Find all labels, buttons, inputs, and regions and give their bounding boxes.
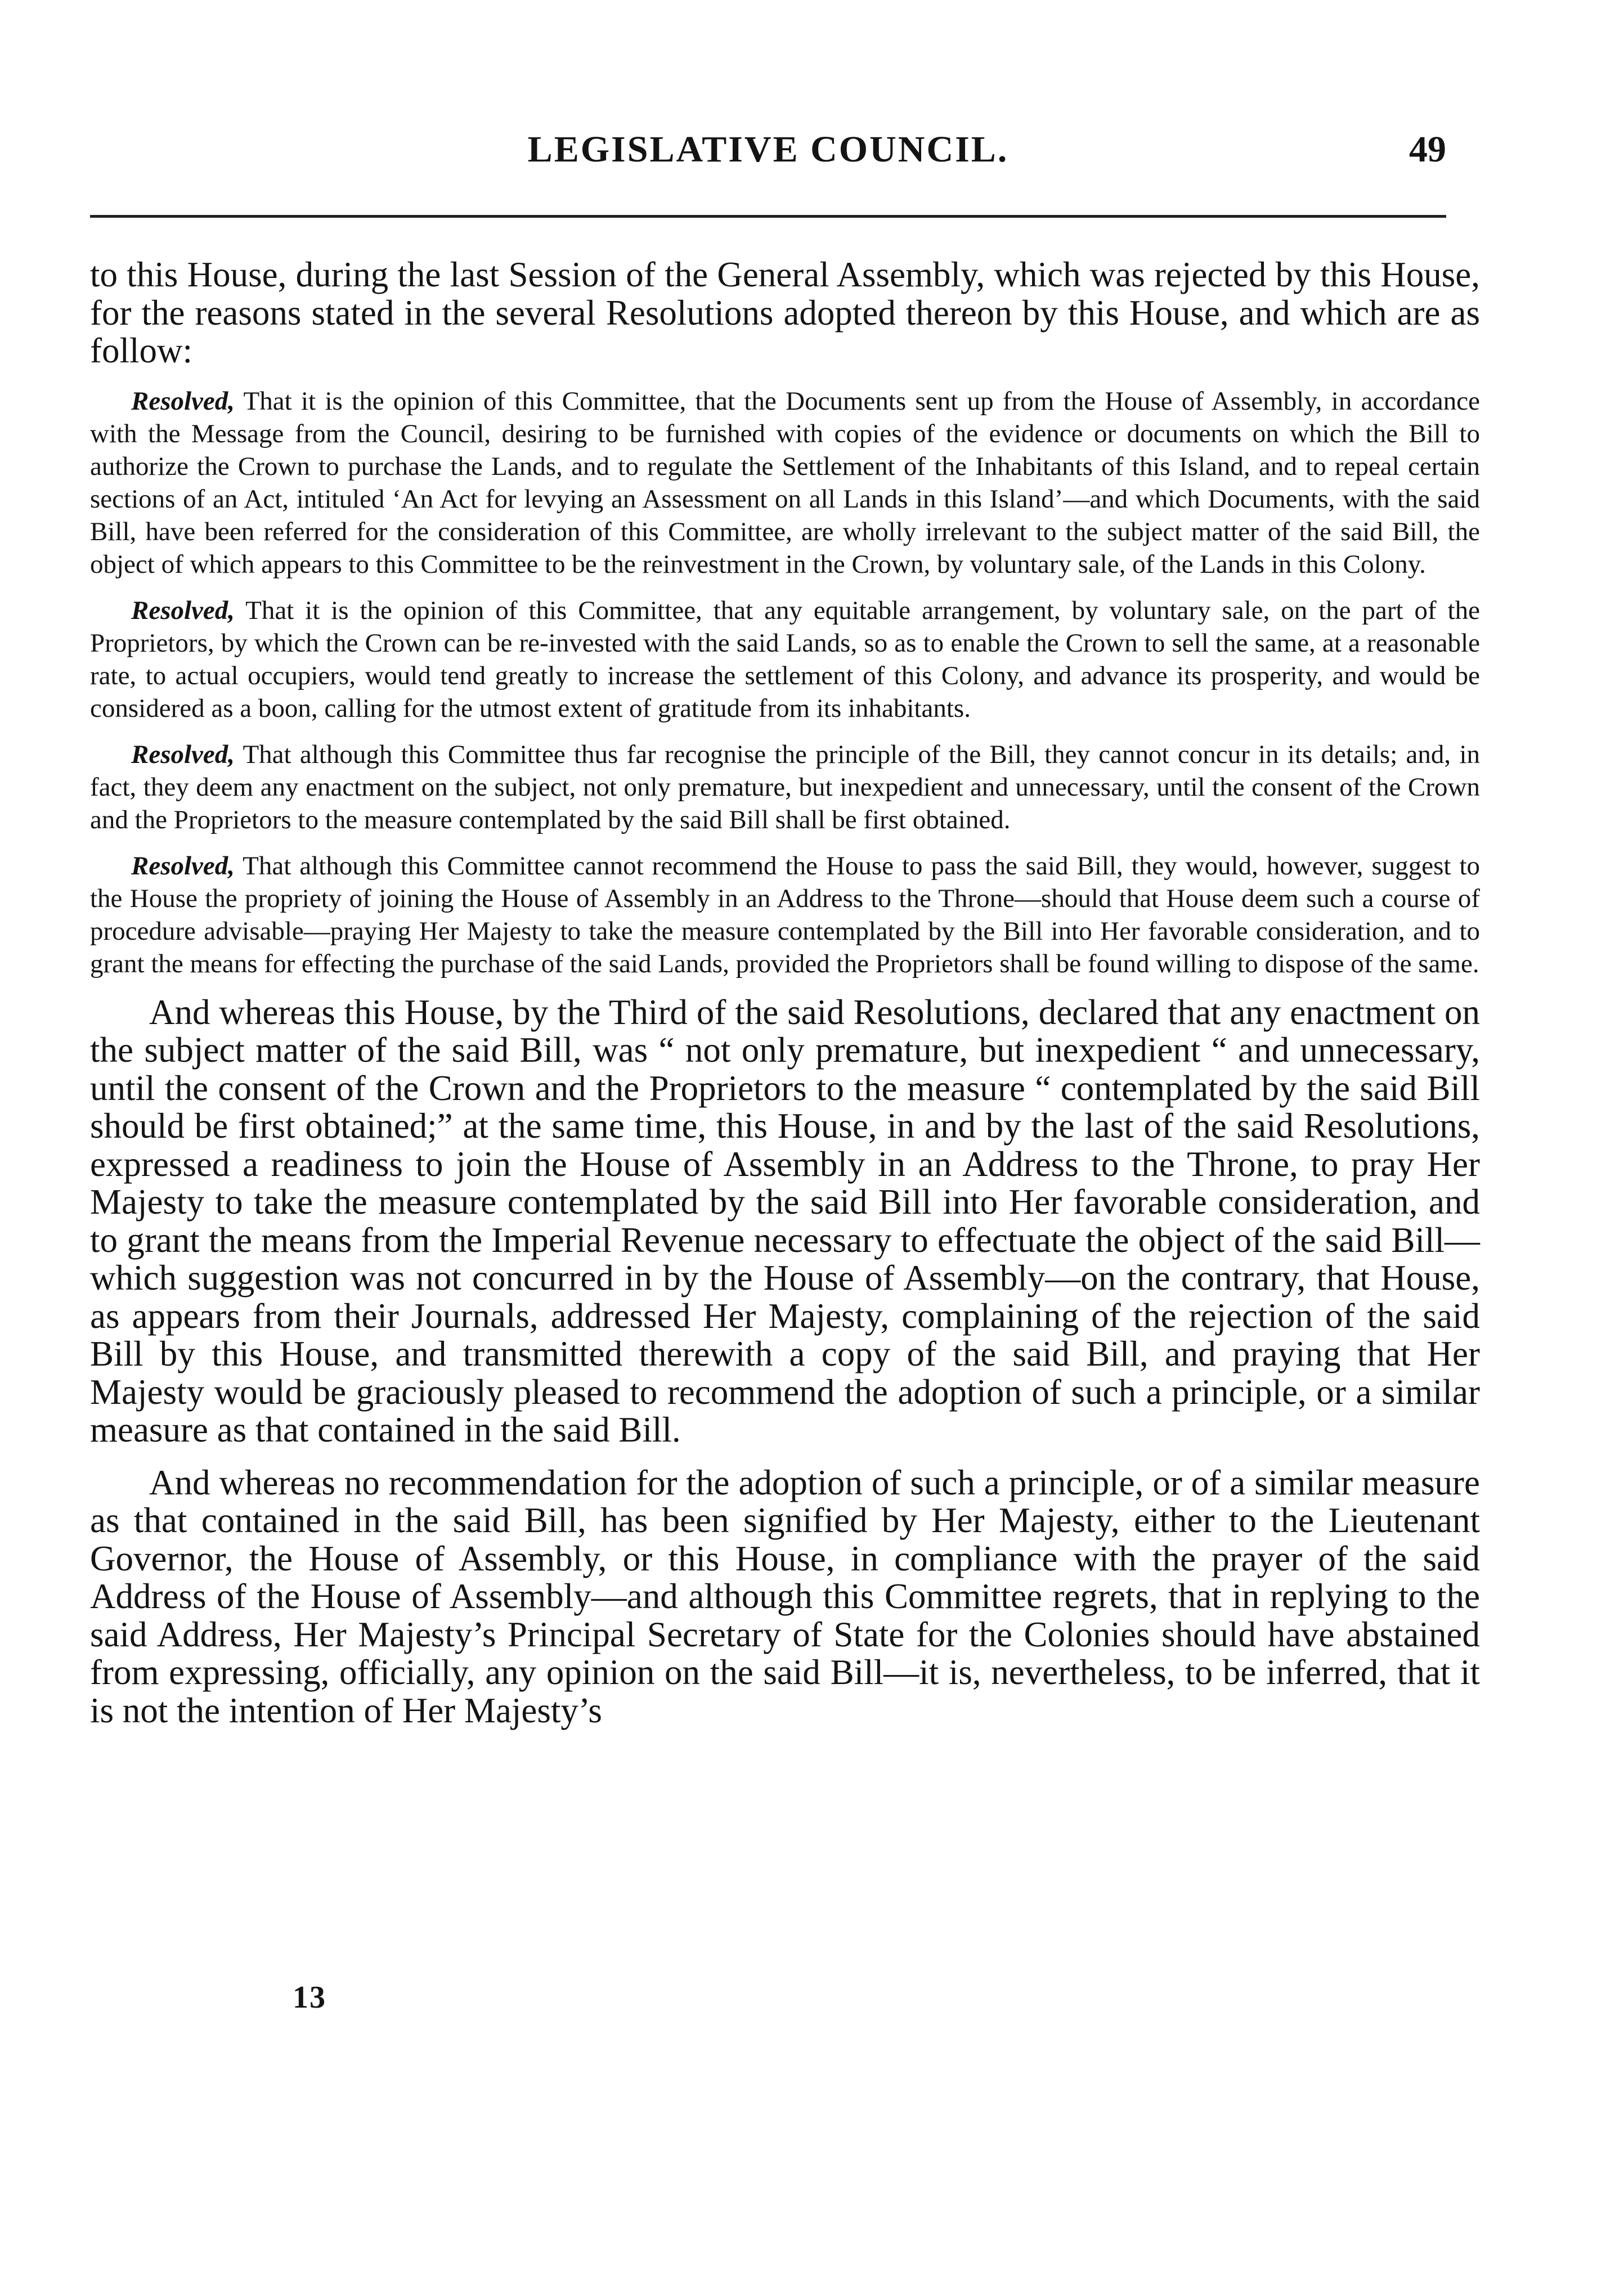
resolution-label: Resolved, (131, 386, 235, 416)
resolution-label: Resolved, (131, 739, 235, 769)
resolution-text: That it is the opinion of this Committee, that the Documents sent up from the House of Assembly, in accordance with the Message from the Council, desiring to be furnished with copies of the evidence or documents on which the Bill to authorize the Crown to purchase the Lands, and to regulate the Settlement of the Inhabitants of this Island, and to repeal certain sections of an Act, intituled ‘An Act for levying an Assessment on all Lands in this Island’—and which Documents, with the said Bill, have been referred for the consideration of this Committee, are wholly irrelevant to the subject matter of the said Bill, the object of which appears to this Committee to be the reinvestment in the Crown, by voluntary sale, of the Lands in this Colony. (90, 386, 1480, 579)
resolution-text: That it is the opinion of this Committee, that any equitable arrangement, by voluntary sale, on the part of the Proprietors, by which the Crown can be re-invested with the said Lands, so as to enable the Crown to sell the same, at a reasonable rate, to actual occupiers, would tend greatly to increase the settlement of this Colony, and advance its prosperity, and would be considered as a boon, calling for the utmost extent of gratitude from its inhabitants. (90, 595, 1481, 723)
resolution-label: Resolved, (131, 595, 235, 625)
page-header (90, 128, 1446, 179)
intro-paragraph: to this House, during the last Session of the General Assembly, which was rejected by this House, for the reasons stated in the several Resolutions adopted thereon by this House, and which are as follow: (90, 255, 1480, 370)
resolution-1 (90, 385, 1480, 581)
resolution-2 (90, 594, 1480, 725)
running-title: LEGISLATIVE COUNCIL. (527, 129, 1009, 170)
page-number: 49 (1409, 129, 1446, 170)
resolution-text: That although this Committee cannot recommend the House to pass the said Bill, they would, however, suggest to the House the propriety of joining the House of Assembly in an Address to the Throne—should that House deem such a course of procedure advisable—praying Her Majesty to take the measure contemplated by the Bill into Her favorable consideration, and to grant the means for effecting the purchase of the said Lands, provided the Proprietors shall be found willing to dispose of the same. (90, 851, 1480, 978)
resolution-label: Resolved, (131, 851, 235, 881)
body-text (90, 256, 1480, 1744)
paragraph-and-whereas-2: And whereas no recommendation for the adoption of such a principle, or of a similar measure as that contained in the said Bill, has been signified by Her Majesty, either to the Lieutenant Governor, the House of Assembly, or this House, in compliance with the prayer of the said Address of the House of Assembly—and although this Committee regrets, that in replying to the said Address, Her Majesty’s Principal Secretary of State for the Colonies should have abstained from expressing, officially, any opinion on the said Bill—it is, nevertheless, to be inferred, that it is not the intention of Her Majesty’s (90, 1462, 1480, 1730)
resolution-4 (90, 850, 1480, 980)
signature-mark: 13 (293, 1980, 326, 2015)
paragraph-and-whereas-1: And whereas this House, by the Third of the said Resolutions, declared that any enactment on the subject matter of the said Bill, was “ not only premature, but inexpedient “ and unnecessary, until the consent of the Crown and the Proprietors to the measure “ contemplated by the said Bill should be first obtained;” at the same time, this House, in and by the last of the said Resolutions, expressed a readiness to join the House of Assembly in an Address to the Throne, to pray Her Majesty to take the measure contemplated by the said Bill into Her favorable consideration, and to grant the means from the Imperial Revenue necessary to effectuate the object of the said Bill—which suggestion was not concurred in by the House of Assembly—on the contrary, that House, as appears from their Journals, addressed Her Majesty, complaining of the rejection of the said Bill by this House, and transmitted therewith a copy of the said Bill, and praying that Her Majesty would be graciously pleased to recommend the adoption of such a principle, or a similar measure as that contained in the said Bill. (90, 992, 1480, 1449)
resolution-3 (90, 738, 1480, 836)
header-rule (90, 215, 1446, 218)
resolution-text: That although this Committee thus far recognise the principle of the Bill, they cannot concur in its details; and, in fact, they deem any enactment on the subject, not only premature, but inexpedient and unnecessary, until the consent of the Crown and the Proprietors to the measure contemplated by the said Bill shall be first obtained. (90, 739, 1480, 834)
